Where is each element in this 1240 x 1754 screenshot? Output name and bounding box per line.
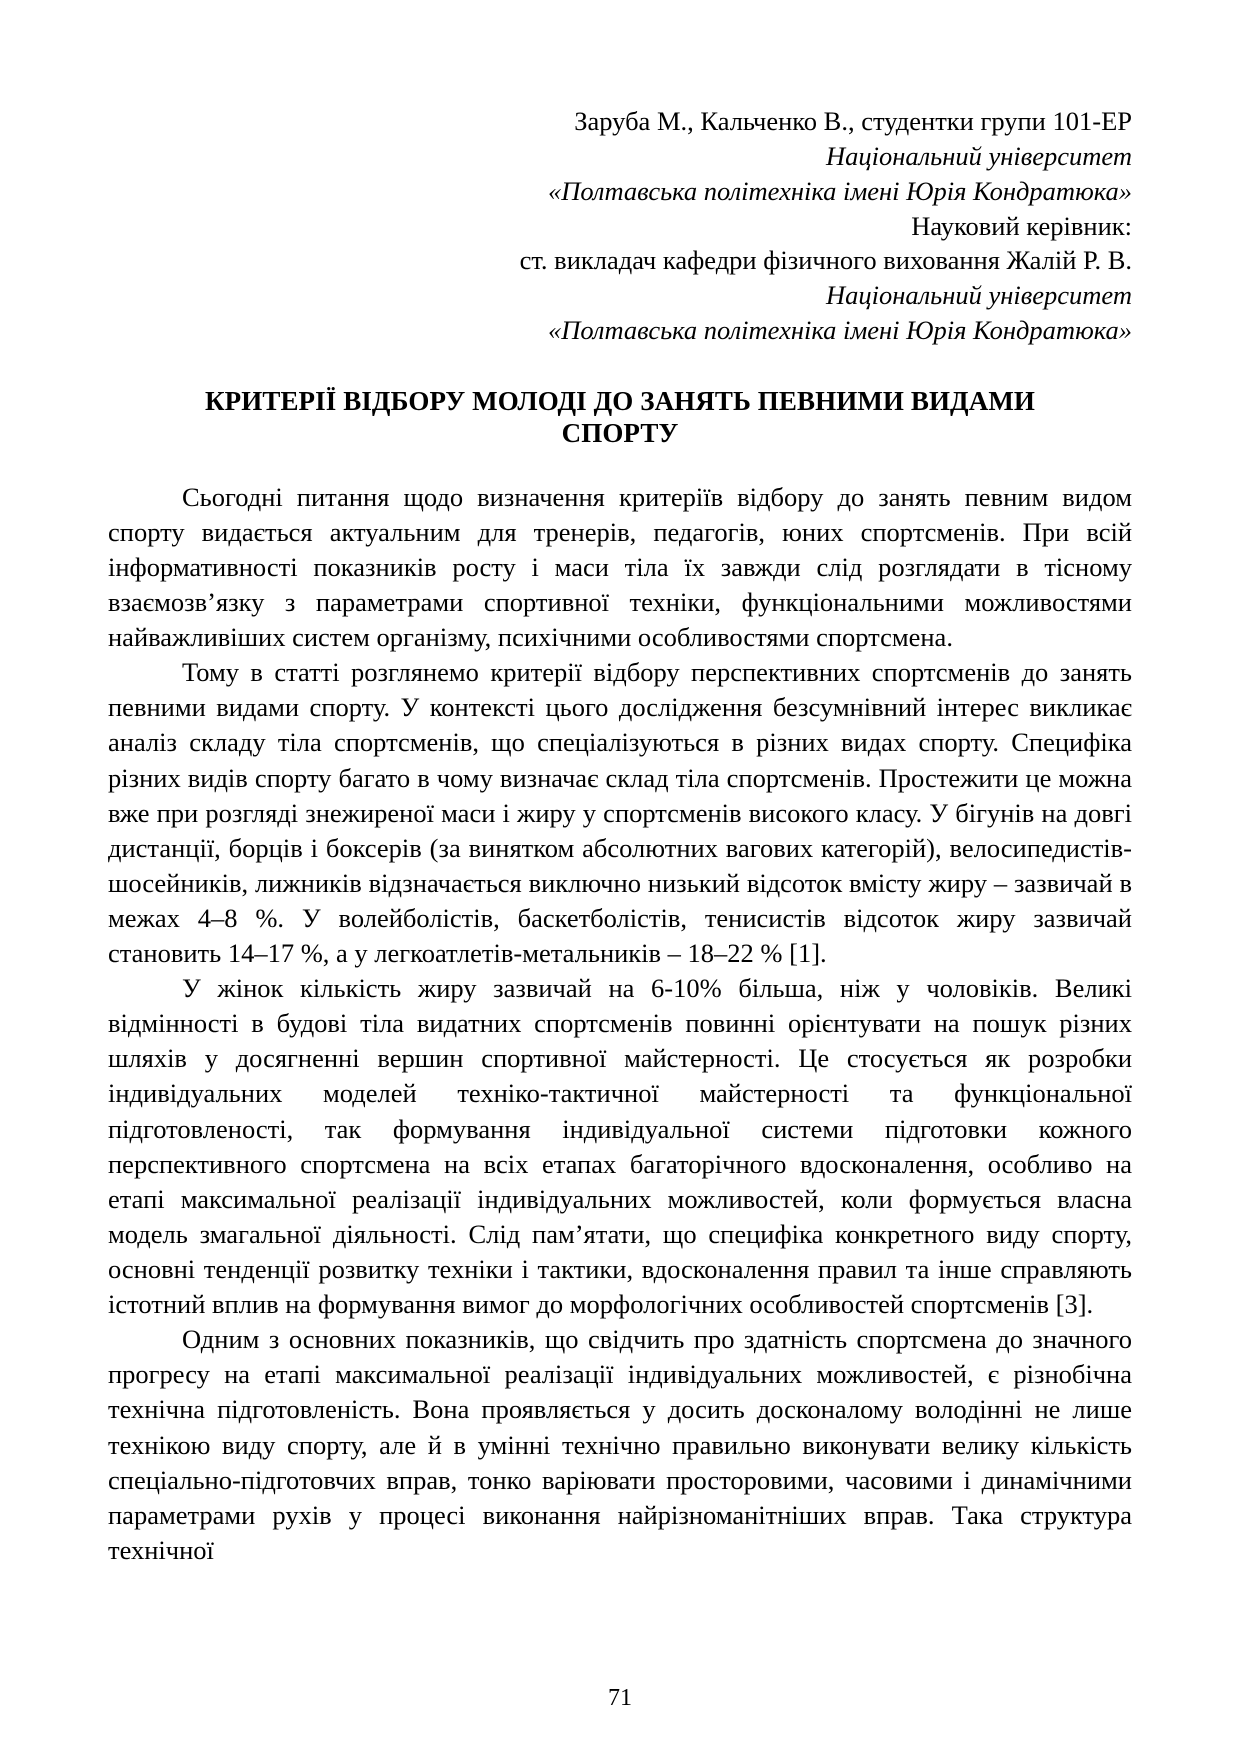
supervisor-label-line: Науковий керівник:: [911, 210, 1132, 241]
author-affiliation-block: [108, 104, 1132, 348]
page-number: 71: [608, 1685, 632, 1711]
page-content: [108, 104, 1132, 1568]
supervisor-name-line: ст. викладач кафедри фізичного виховання Жалій Р. В.: [519, 245, 1132, 276]
affiliation-institution-line: «Полтавська політехніка імені Юрія Кондратюка»: [547, 175, 1132, 206]
page-title: [108, 386, 1132, 450]
paragraph: У жінок кількість жиру зазвичай на 6-10% більша, ніж у чоловіків. Великі відмінності в будові тіла видатних спортсменів повинні орієнтувати на пошук різних шляхів у досягненні вершин спортивної майстерності. Це стосується як розробки індивідуальних моделей техніко-тактичної майстерності та функціональної підготовленості, так формування індивідуальної системи підготовки кожного перспективного спортсмена на всіх етапах багаторічного вдосконалення, особливо на етапі максимальної реалізації індивідуальних можливостей, коли формується власна модель змагальної діяльності. Слід пам’ятати, що специфіка конкретного виду спорту, основні тенденції розвитку техніки і тактики, вдосконалення правил та інше справляють істотний вплив на формування вимог до морфологічних особливостей спортсменів [3].: [108, 973, 1132, 1320]
author-line: Заруба М., Кальченко В., студентки групи 101-ЕР: [574, 106, 1132, 136]
affiliation-university-line: Національний університет: [825, 140, 1132, 171]
supervisor-institution-line: «Полтавська політехніка імені Юрія Кондратюка»: [547, 315, 1132, 346]
paragraph: Сьогодні питання щодо визначення критеріїв відбору до занять певним видом спорту видається актуальним для тренерів, педагогів, юних спортсменів. При всій інформативності показників росту і маси тіла їх завжди слід розглядати в тісному взаємозв’язку з параметрами спортивної техніки, функціональними можливостями найважливіших систем організму, психічними особливостями спортсмена.: [108, 481, 1132, 653]
paragraph: Тому в статті розглянемо критерії відбору перспективних спортсменів до занять певними видами спорту. У контексті цього дослідження безсумнівний інтерес викликає аналіз складу тіла спортсменів, що спеціалізуються в різних видах спорту. Специфіка різних видів спорту багато в чому визначає склад тіла спортсменів. Простежити це можна вже при розгляді знежиреної маси і жиру у спортсменів високого класу. У бігунів на довгі дистанції, борців і боксерів (за винятком абсолютних вагових категорій), велосипедистів-шосейників, лижників відзначається виключно низький відсоток вмісту жиру – зазвичай в межах 4–8 %. У волейболістів, баскетболістів, тенисистів відсоток жиру зазвичай становить 14–17 %, а у легкоатлетів-метальників – 18–22 % [1].: [108, 657, 1132, 969]
paragraph: Одним з основних показників, що свідчить про здатність спортсмена до значного прогресу на етапі максимальної реалізації індивідуальних можливостей, є різнобічна технічна підготовленість. Вона проявляється у досить досконалому володінні не лише технікою виду спорту, але й в умінні технічно правильно виконувати велику кількість спеціально-підготовчих вправ, тонко варіювати просторовими, часовими і динамічними параметрами рухів у процесі виконання найрізноманітніших вправ. Така структура технічної: [108, 1324, 1132, 1565]
page-title-line-2: СПОРТУ: [561, 417, 679, 448]
page-title-line-1: КРИТЕРІЇ ВІДБОРУ МОЛОДІ ДО ЗАНЯТЬ ПЕВНИМИ ВИДАМИ: [204, 385, 1036, 416]
supervisor-university-line: Національний університет: [825, 280, 1132, 311]
body-text: [108, 480, 1132, 1568]
